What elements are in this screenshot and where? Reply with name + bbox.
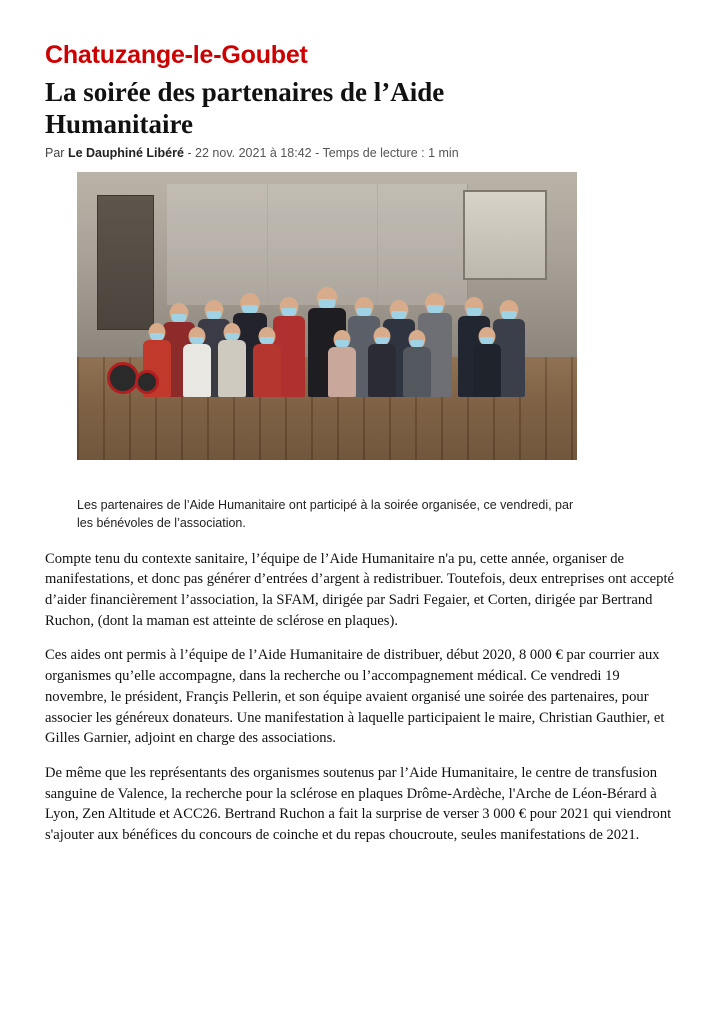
photo-person xyxy=(402,330,432,397)
photo-person xyxy=(182,327,212,397)
article-byline xyxy=(45,146,679,160)
photo-person xyxy=(252,327,282,397)
article-paragraph: Compte tenu du contexte sanitaire, l’équipe de l’Aide Humanitaire n'a pu, cette année, organiser de manifestations, et donc pas générer d’entrées d’argent à redistribuer. Toutefois, deux entreprises ont accepté d’aider financièrement l’association, la SFAM, dirigée par Sadri Fegaier, et Corten, dirigée par Bertrand Ruchon, (dont la maman est atteinte de sclérose en plaques). xyxy=(45,550,674,629)
byline-meta: - 22 nov. 2021 à 18:42 - Temps de lecture : 1 min xyxy=(187,146,459,161)
article-kicker: Chatuzange-le-Goubet xyxy=(45,41,308,69)
photo-person xyxy=(367,327,397,397)
article-paragraph: De même que les représentants des organismes soutenus par l’Aide Humanitaire, le centre de transfusion sanguine de Valence, la recherche pour la sclérose en plaques Drôme-Ardèche, l'Arche de Léon-Bérard à Lyon, Zen Altitude et ACC26. Bertrand Ruchon a fait la surprise de verser 3 000 € pour 2021 qui viendront s'ajouter aux bénéfices du concours de coinche et du repas choucroute, seules manifestations de 2021. xyxy=(45,765,672,844)
photo-crowd xyxy=(77,230,577,397)
article-paragraph: Ces aides ont permis à l’équipe de l’Aide Humanitaire de distribuer, début 2020, 8 000 € par courrier aux organismes qu’elle accompagne, dans la recherche ou l’accompagnement médical. Ce vendredi 19 novembre, le président, Françis Pellerin, et son équipe avaient organisé une soirée des partenaires, pour associer les généreux donateurs. Une manifestation à laquelle participaient le maire, Christian Gauthier, et Gilles Garnier, adjoint en charge des associations. xyxy=(45,647,665,747)
article-photo xyxy=(77,172,577,460)
article-figure xyxy=(77,172,577,532)
photo-person xyxy=(472,327,502,397)
photo-person xyxy=(327,330,357,397)
byline-author: Le Dauphiné Libéré xyxy=(67,146,184,161)
photo-person xyxy=(217,323,247,396)
byline-prefix: Par xyxy=(45,146,65,161)
article-headline: La soirée des partenaires de l’Aide Humanitaire xyxy=(45,76,445,139)
photo-wheelchair xyxy=(107,348,165,394)
photo-caption: Les partenaires de l’Aide Humanitaire ont participé à la soirée organisée, ce vendredi, par les bénévoles de l’association. xyxy=(77,498,574,531)
article-body xyxy=(45,549,679,846)
